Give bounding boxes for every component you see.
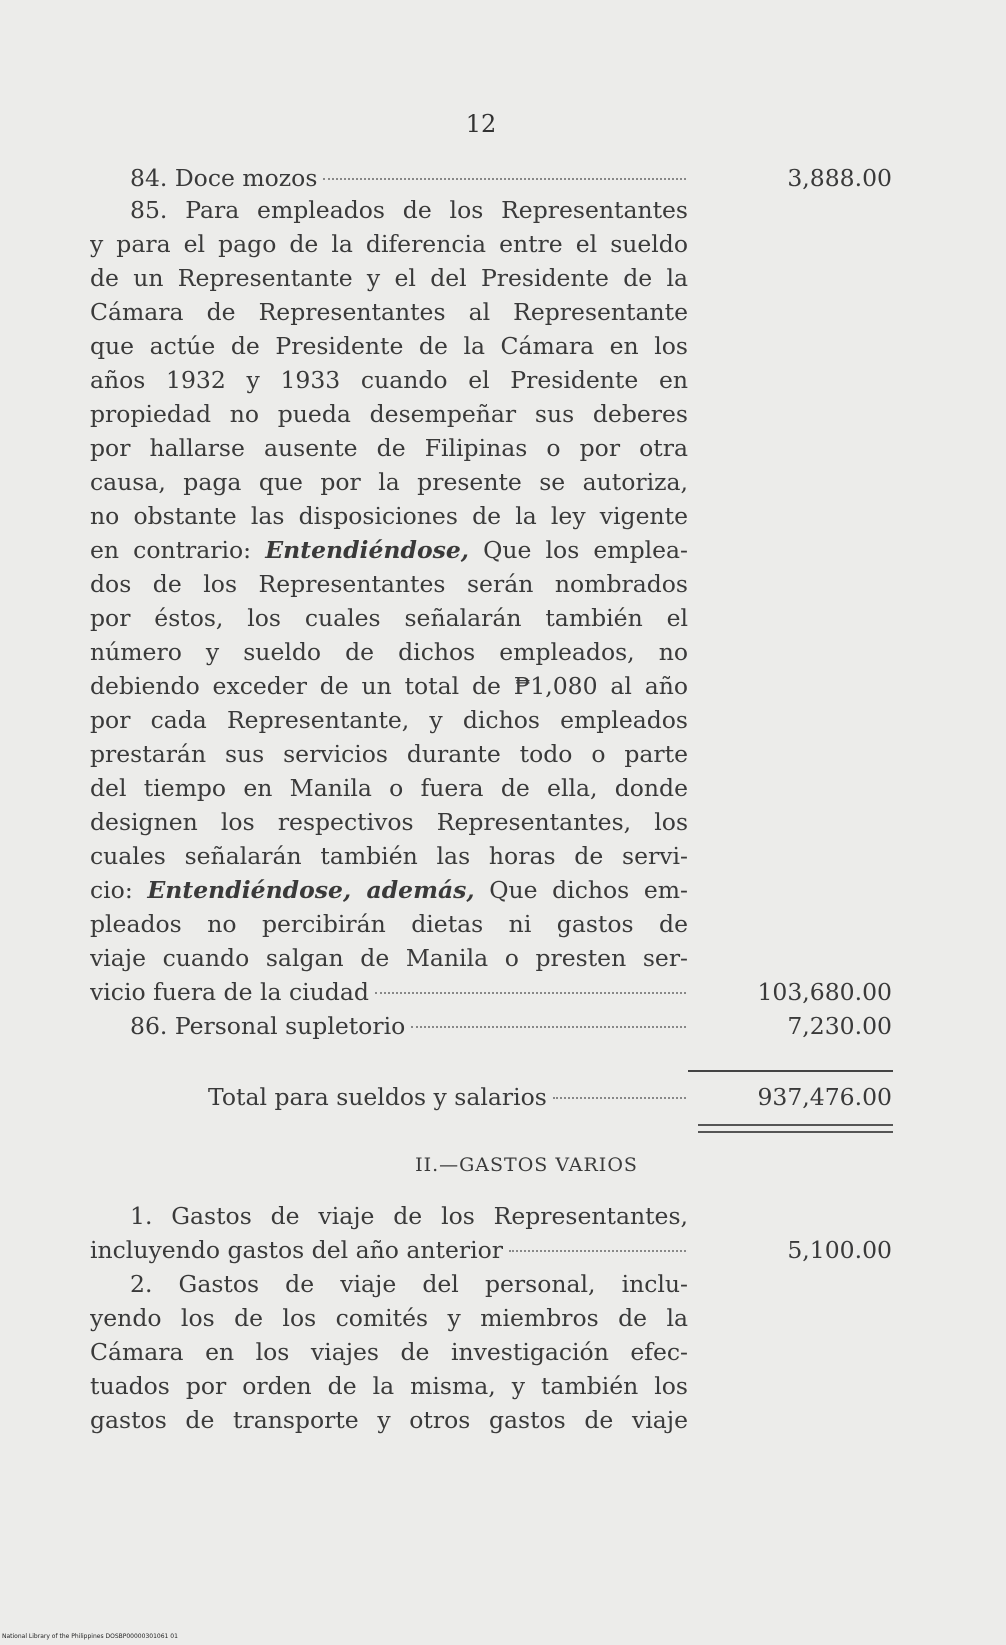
scan-footer: National Library of the Philippines DOSBP00000301061 01 xyxy=(2,1633,178,1640)
item-85-line: Cámara de Representantes al Representante xyxy=(90,298,688,326)
leader-dots xyxy=(553,1097,686,1099)
item-85-line: dos de los Representantes serán nombrados xyxy=(90,570,688,598)
item-85-line: del tiempo en Manila o fuera de ella, donde xyxy=(90,774,688,802)
leader-dots xyxy=(411,1026,686,1028)
item-85-line: por hallarse ausente de Filipinas o por otra xyxy=(90,434,688,462)
item-85-line: por cada Representante, y dichos empleados xyxy=(90,706,688,734)
item-line: tuados por orden de la misma, y también los xyxy=(90,1372,688,1400)
item-85-line: viaje cuando salgan de Manila o presten ser- xyxy=(90,944,688,972)
item-86 xyxy=(90,1009,688,1043)
section2-item-2 xyxy=(90,1267,688,1437)
item-84-amount: 3,888.00 xyxy=(787,164,892,192)
item-85-last-line: vicio fuera de la ciudad xyxy=(90,975,688,1009)
leader-dots xyxy=(375,992,686,994)
item-85-line: cuales señalarán también las horas de servi- xyxy=(90,842,688,870)
section2-item-1-amount: 5,100.00 xyxy=(787,1236,892,1264)
item-85-line: debiendo exceder de un total de ₱1,080 al año xyxy=(90,672,688,700)
item-85 xyxy=(90,193,688,1009)
item-85-line-entendiendose xyxy=(90,533,688,567)
item-line: yendo los de los comités y miembros de la xyxy=(90,1304,688,1332)
item-85-line: que actúe de Presidente de la Cámara en los xyxy=(90,332,688,360)
total-row xyxy=(90,1080,688,1114)
item-85-line: de un Representante y el del Presidente de la xyxy=(90,264,688,292)
item-line: 1. Gastos de viaje de los Representantes, xyxy=(130,1202,688,1230)
leader-dots xyxy=(509,1250,686,1252)
total-label: Total para sueldos y salarios xyxy=(208,1083,547,1111)
item-85-line-ademas xyxy=(90,873,688,907)
item-line: Cámara en los viajes de investigación efec- xyxy=(90,1338,688,1366)
item-84-text: 84. Doce mozos xyxy=(130,164,318,192)
line-rest: Que los emplea- xyxy=(483,536,688,564)
section2-item-1 xyxy=(90,1199,688,1267)
item-line: gastos de transporte y otros gastos de viaje xyxy=(90,1406,688,1434)
item-86-text: 86. Personal supletorio xyxy=(130,1012,406,1040)
leader-dots xyxy=(323,178,686,180)
item-85-line: prestarán sus servicios durante todo o parte xyxy=(90,740,688,768)
item-85-line: propiedad no pueda desempeñar sus deberes xyxy=(90,400,688,428)
total-double-rule xyxy=(698,1124,893,1133)
item-85-line: designen los respectivos Representantes, los xyxy=(90,808,688,836)
italic-term: Entendiéndose, xyxy=(265,536,469,564)
item-85-line: y para el pago de la diferencia entre el sueldo xyxy=(90,230,688,258)
item-85-amount: 103,680.00 xyxy=(757,978,892,1006)
total-amount: 937,476.00 xyxy=(757,1083,892,1111)
page-number: 12 xyxy=(465,110,497,138)
item-line: 2. Gastos de viaje del personal, inclu- xyxy=(130,1270,688,1298)
item-85-line: pleados no percibirán dietas ni gastos de xyxy=(90,910,688,938)
item-85-line: años 1932 y 1933 cuando el Presidente en xyxy=(90,366,688,394)
line-rest: Que dichos em- xyxy=(489,876,688,904)
item-85-line: causa, paga que por la presente se autoriza, xyxy=(90,468,688,496)
item-84 xyxy=(90,161,688,195)
line-prefix: en contrario: xyxy=(90,536,252,564)
item-85-line: por éstos, los cuales señalarán también el xyxy=(90,604,688,632)
item-86-amount: 7,230.00 xyxy=(787,1012,892,1040)
item-last-line: incluyendo gastos del año anterior xyxy=(90,1233,688,1267)
section-heading: II.—GASTOS VARIOS xyxy=(415,1154,638,1176)
line-prefix: cio: xyxy=(90,876,133,904)
item-85-line: no obstante las disposiciones de la ley vigente xyxy=(90,502,688,530)
item-85-line: número y sueldo de dichos empleados, no xyxy=(90,638,688,666)
item-85-line: 85. Para empleados de los Representantes xyxy=(130,196,688,224)
subtotal-rule xyxy=(688,1070,893,1072)
italic-term: Entendiéndose, además, xyxy=(147,876,475,904)
